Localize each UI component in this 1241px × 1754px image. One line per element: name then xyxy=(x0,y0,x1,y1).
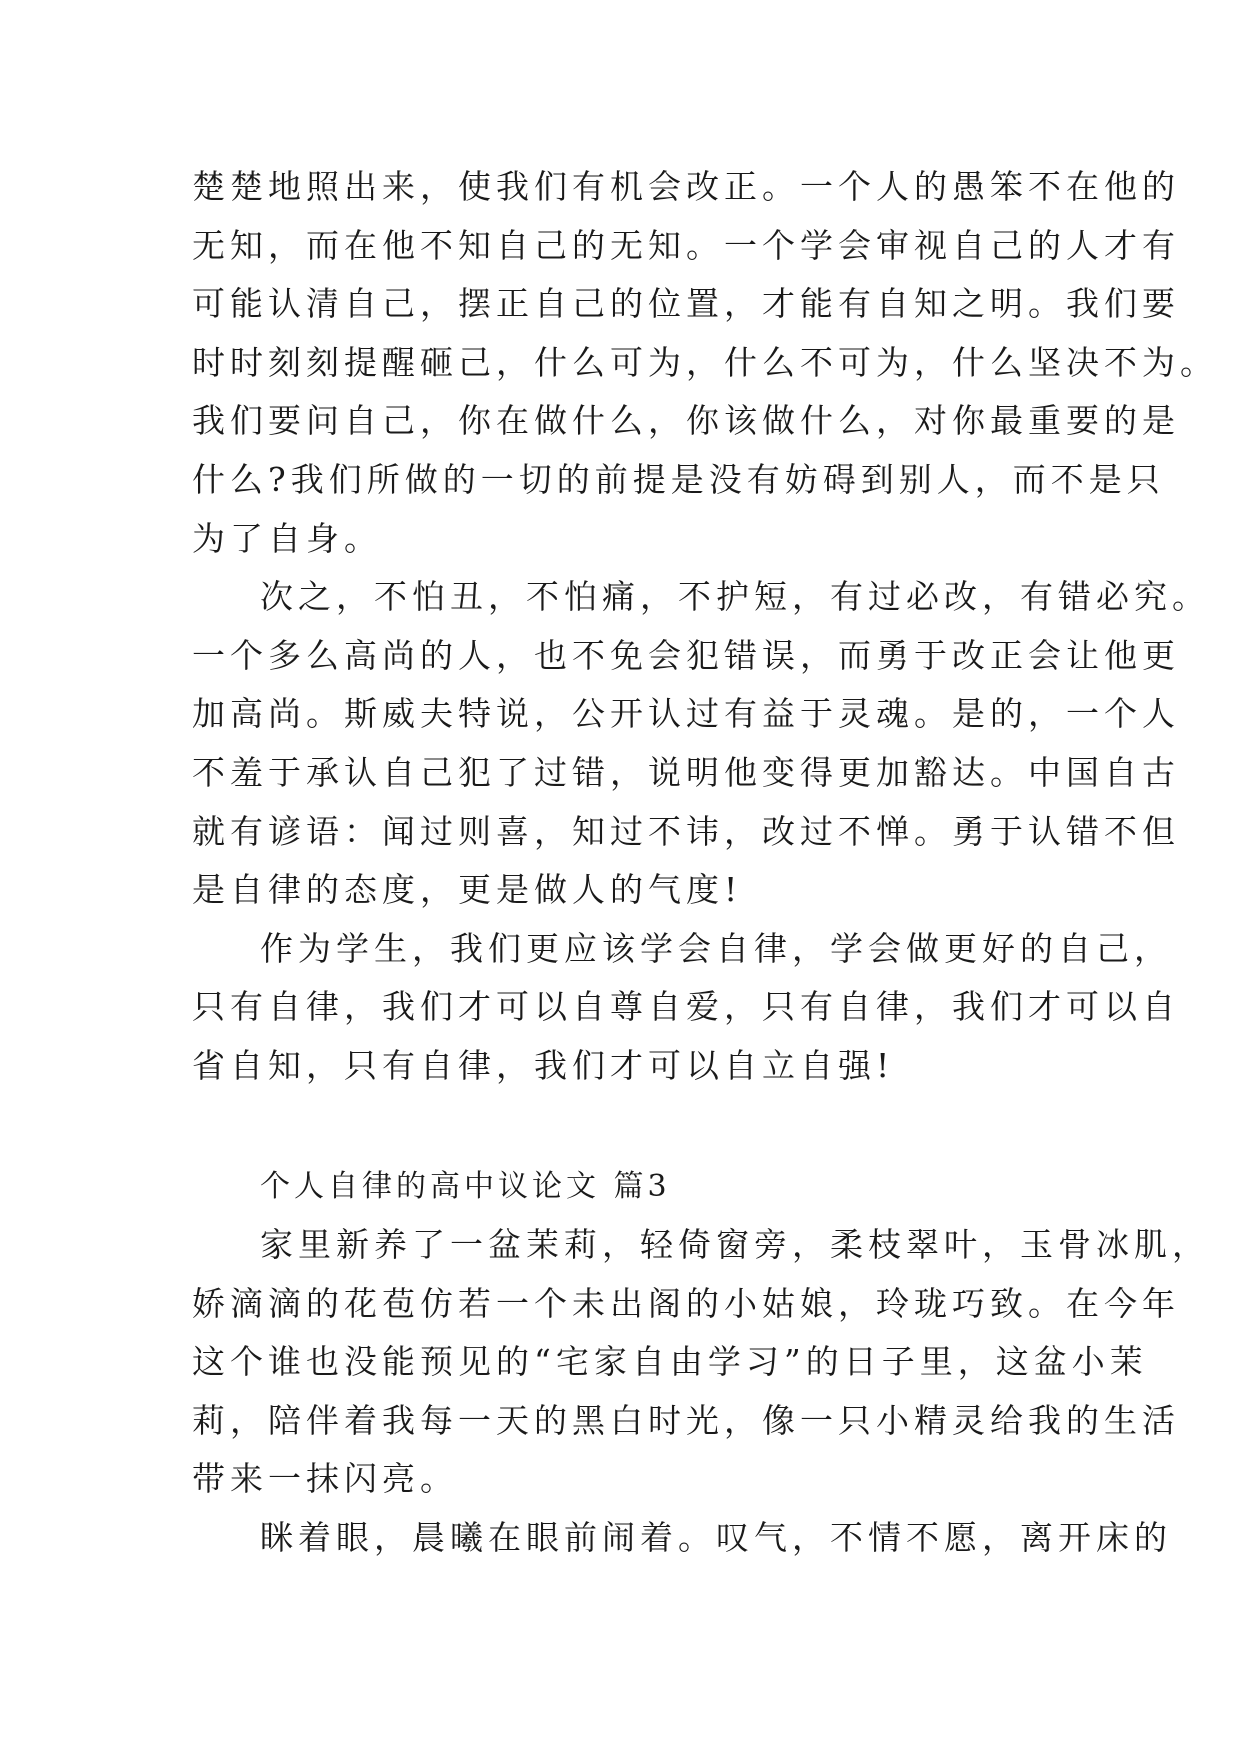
text-line: 是自律的态度，更是做人的气度! xyxy=(192,870,743,910)
text-line: 莉，陪伴着我每一天的黑白时光，像一只小精灵给我的生活 xyxy=(192,1400,1180,1440)
text-line: 时时刻刻提醒砸己，什么可为，什么不可为，什么坚决不为。 xyxy=(192,342,1218,382)
paragraph-start-line: 家里新养了一盆茉莉，轻倚窗旁，柔枝翠叶，玉骨冰肌， xyxy=(260,1225,1210,1265)
paragraph-start-line: 作为学生，我们更应该学会自律，学会做更好的自己， xyxy=(260,928,1172,968)
document-page xyxy=(192,158,1218,1568)
text-line: 无知，而在他不知自己的无知。一个学会审视自己的人才有 xyxy=(192,225,1180,265)
text-line: 加高尚。斯威夫特说，公开认过有益于灵魂。是的，一个人 xyxy=(192,694,1180,734)
text-line: 这个谁也没能预见的“宅家自由学习”的日子里，这盆小茉 xyxy=(192,1342,1148,1382)
text-line: 楚楚地照出来，使我们有机会改正。一个人的愚笨不在他的 xyxy=(192,167,1180,206)
section-heading: 个人自律的高中议论文 篇3 xyxy=(260,1168,671,1204)
section-gap xyxy=(192,1096,1052,1158)
text-line: 可能认清自己，摆正自己的位置，才能有自知之明。我们要 xyxy=(192,284,1180,324)
paragraph-start-line: 次之，不怕丑，不怕痛，不护短，有过必改，有错必究。 xyxy=(260,577,1210,617)
text-line: 什么?我们所做的一切的前提是没有妨碍到别人，而不是只 xyxy=(192,459,1165,499)
text-line: 我们要问自己，你在做什么，你该做什么，对你最重要的是 xyxy=(192,401,1180,441)
text-line: 为了自身。 xyxy=(192,518,382,558)
paragraph-start-line: 眯着眼，晨曦在眼前闹着。叹气，不情不愿，离开床的 xyxy=(260,1518,1172,1558)
text-line: 省自知，只有自律，我们才可以自立自强! xyxy=(192,1045,895,1085)
text-line: 带来一抹闪亮。 xyxy=(192,1459,458,1499)
text-line: 一个多么高尚的人，也不免会犯错误，而勇于改正会让他更 xyxy=(192,635,1180,675)
text-line: 娇滴滴的花苞仿若一个未出阁的小姑娘，玲珑巧致。在今年 xyxy=(192,1283,1180,1323)
text-line: 不羞于承认自己犯了过错，说明他变得更加豁达。中国自古 xyxy=(192,752,1180,792)
text-line: 就有谚语：闻过则喜，知过不讳，改过不惮。勇于认错不但 xyxy=(192,811,1180,851)
text-line: 只有自律，我们才可以自尊自爱，只有自律，我们才可以自 xyxy=(192,987,1180,1027)
